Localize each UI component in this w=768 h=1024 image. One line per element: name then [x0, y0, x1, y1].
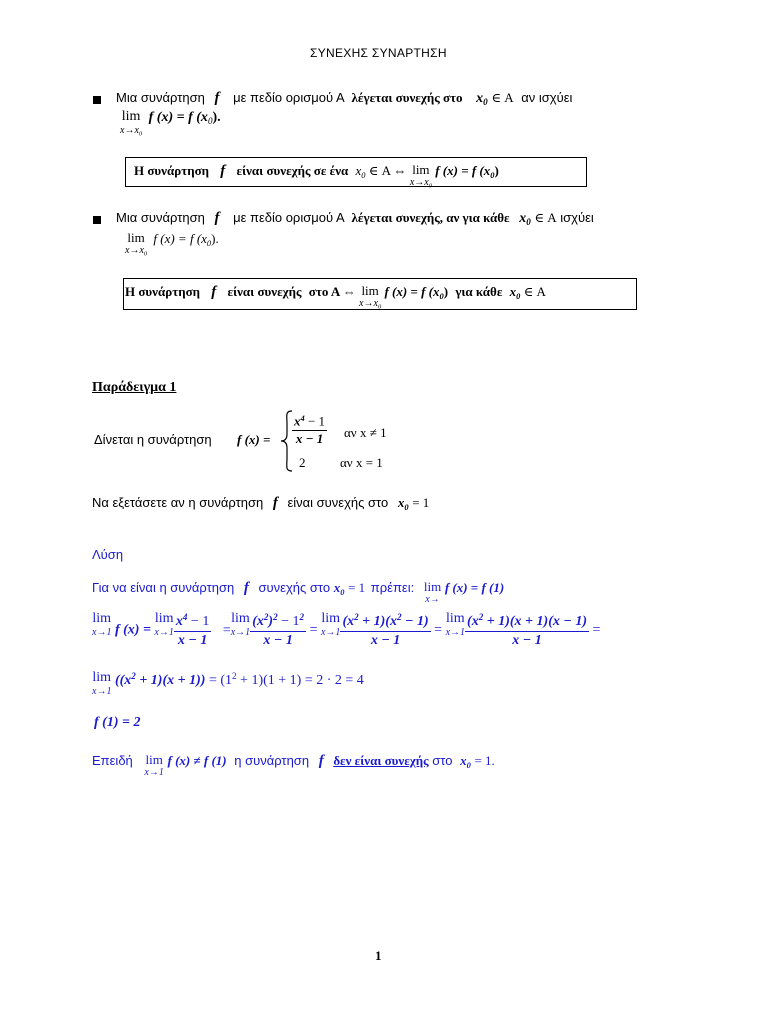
definition-1-formula: lim $x\to x_0$ f (x) = f $(x_0)$. — [120, 109, 221, 138]
solution-heading: Λύση — [92, 547, 124, 562]
example-given-text: Δίνεται η συνάρτηση — [94, 432, 212, 447]
definition-1-box-text: Η συνάρτηση f είναι συνεχής σε ένα $x_0$ ∈ Α ⇔ lim $x\to x_0$ f (x) = f $(x_0)$ — [134, 162, 499, 190]
piecewise-case-1: $\frac{x^4 - 1}{x - 1}$ — [294, 413, 326, 446]
definition-2-line: Μια συνάρτηση f με πεδίο ορισμού Α λέγεται συνεχής, αν για κάθε $x_0$ ∈ Α ισχύει — [116, 210, 594, 228]
page-number: 1 — [375, 948, 382, 963]
piecewise-case-2-value: 2 — [299, 455, 306, 470]
piecewise-case-2-condition: αν x = 1 — [340, 455, 383, 470]
solution-line-2: lim x→1 f (x) = lim x→1 $\frac{x^4 - 1}{x - 1}$ = lim x→1 $\frac{(x^2)^2 - 1^2}{x - 1}$ = lim x→1 $\frac{(x^2 + 1)(x^2 - 1)}{x - 1}$ = lim x→1 $\frac{(x^2 + 1)(x + 1)(x - 1)}{x - 1}$ = — [92, 611, 601, 648]
definition-2-box-text: Η συνάρτηση f είναι συνεχής στο Α ⇔ lim $x\to x_0$ f (x) = f $(x_0)$ για κάθε $x_0$ ∈ Α — [125, 283, 546, 311]
piecewise-case-1-condition: αν x ≠ 1 — [344, 425, 387, 440]
bullet-icon — [93, 96, 101, 104]
page-title: ΣΥΝΕΧΗΣ ΣΥΝΑΡΤΗΣΗ — [310, 46, 447, 60]
example-heading: Παράδειγμα 1 — [92, 380, 177, 395]
example-function-label: f (x) = — [237, 432, 271, 447]
solution-line-1: Για να είναι η συνάρτηση f συνεχής στο $x_0 = 1$ πρέπει: lim x→ f (x) = f (1) — [92, 579, 505, 605]
definition-1-line: Μια συνάρτηση f με πεδίο ορισμού Α λέγεται συνεχής στο $x_0$ ∈ Α αν ισχύει — [116, 90, 573, 108]
bullet-icon — [93, 216, 101, 224]
solution-line-4: f (1) = 2 — [94, 715, 141, 730]
solution-conclusion: Επειδή lim x→1 f (x) ≠ f (1) η συνάρτηση f δεν είναι συνεχής στο $x_0 = 1$. — [92, 752, 495, 778]
definition-2-formula: lim $x\to x_0$ f (x) = f $(x_0)$. — [125, 230, 219, 258]
example-question: Να εξετάσετε αν η συνάρτηση f είναι συνεχής στο $x_0 = 1$ — [92, 495, 430, 512]
solution-line-3: lim x→1 $((x^2 + 1)(x + 1)) = (1^2 + 1)(1 + 1) = 2 \cdot 2 = 4$ — [92, 670, 364, 697]
